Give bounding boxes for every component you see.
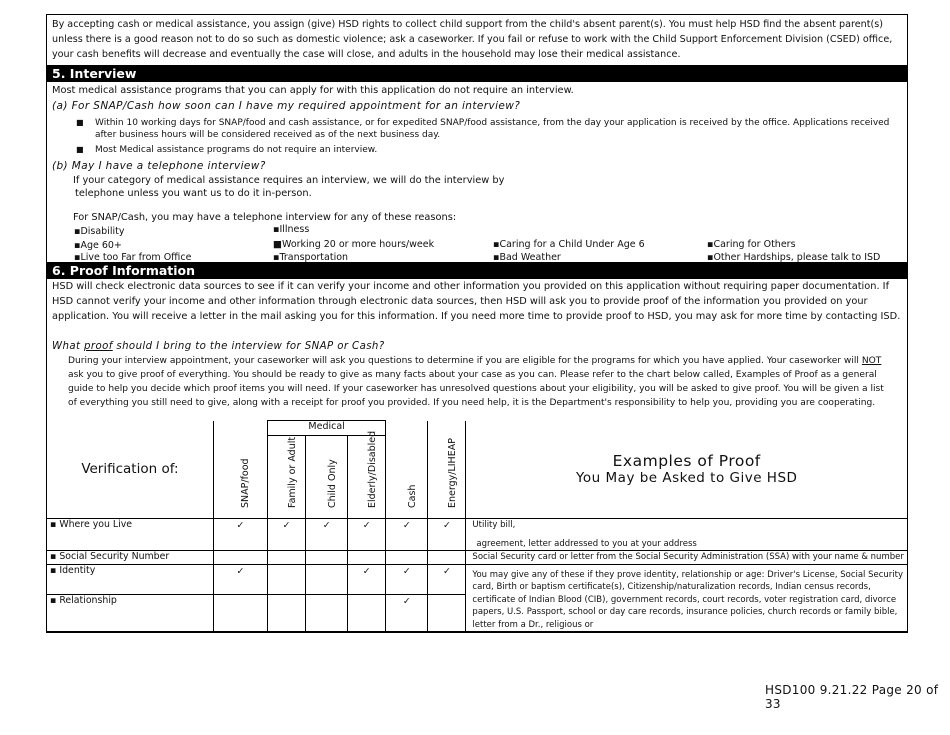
form-page-frame — [46, 14, 908, 633]
table-row — [47, 564, 907, 595]
child-support-notice: By accepting cash or medical assistance, you assign (give) HSD rights to collect child support from the child's absent parent(s). You must help HSD find the absent parent(s) unless there is a good reason not to do so such as domestic violence; ask a caseworker. If you fail or refuse to work with the Child Support Enforcement Division (CSED) office, your cash benefits will decrease and eventually the case will close, and adults in the household may lose their medical assistance. — [52, 19, 893, 60]
reason-weather: ▪ Bad Weather — [493, 252, 561, 263]
check-cell: ✓ — [428, 564, 466, 595]
examples-of-proof-table — [47, 420, 907, 632]
section-6-heading: 6. Proof Information — [47, 262, 907, 279]
telephone-text-1: If your category of medical assistance requires an interview, we will do the interview by — [73, 175, 505, 186]
medical-header: Medical — [268, 421, 386, 436]
examples-subtitle: You May be Asked to Give HSD — [575, 470, 798, 487]
check-cell — [268, 564, 306, 595]
example-text: Social Security card or letter from the Social Security Administration (SSA) with your name & number — [472, 552, 904, 562]
check-cell: ✓ — [428, 519, 466, 551]
check-cell: ✓ — [306, 519, 348, 551]
example-text: Utility bill, — [472, 520, 516, 530]
check-cell — [306, 595, 348, 632]
check-cell — [386, 551, 428, 565]
check-cell — [213, 551, 267, 565]
reason-child: ▪ Caring for a Child Under Age 6 — [493, 239, 645, 250]
col-header-cash: Cash — [386, 421, 428, 519]
check-cell: ✓ — [268, 519, 306, 551]
verification-label: ▪ Identity — [47, 564, 213, 595]
bullet-text: Most Medical assistance programs do not require an interview. — [95, 145, 378, 155]
reason-transport: ▪ Transportation — [273, 252, 349, 263]
list-item — [47, 144, 907, 156]
examples-header — [466, 421, 907, 519]
example-cell — [466, 551, 907, 565]
bullet-icon: ■ — [76, 145, 84, 154]
check-cell — [306, 564, 348, 595]
check-cell: ✓ — [348, 564, 386, 595]
reason-illness: ▪ Illness — [273, 224, 310, 235]
interview-question-a: (a) For SNAP/Cash how soon can I have my required appointment for an interview? — [52, 100, 521, 112]
check-cell — [348, 551, 386, 565]
reasons-list — [47, 224, 907, 262]
check-cell — [348, 595, 386, 632]
list-item — [47, 117, 907, 141]
reason-far: ▪ Live too Far from Office — [74, 252, 192, 263]
example-cell — [466, 564, 907, 632]
reason-working: ■ Working 20 or more hours/week — [273, 239, 435, 250]
reason-others: ▪ Caring for Others — [707, 239, 796, 250]
table-header-row — [47, 421, 907, 436]
check-cell: ✓ — [386, 519, 428, 551]
col-header-energy: Energy/LIHEAP — [428, 421, 466, 519]
reason-age: ▪ Age 60+ — [74, 240, 122, 251]
proof-body: HSD will check electronic data sources to see if it can verify your income and other information you provided on this application without requiring paper documentation. If HSD cannot verify your income and other information through electronic data sources, then HSD will ask you to provide proof of the information you provided on your application. You will receive a letter in the mail asking you for this information. If you need more time to provide proof to HSD, you may ask for more time by contacting ISD. — [52, 281, 901, 322]
check-cell: ✓ — [386, 595, 428, 632]
verification-label: ▪ Where you Live — [47, 519, 213, 551]
section-5-heading: 5. Interview — [47, 65, 907, 82]
interview-lead: Most medical assistance programs that you can apply for with this application do not require an interview. — [52, 85, 574, 96]
check-cell — [213, 595, 267, 632]
reason-hardships: ▪ Other Hardships, please talk to ISD — [707, 252, 881, 263]
example-text: You may give any of these if they prove identity, relationship or age: Driver's License, Social Security card, Birth or baptism certificate(s), Citizenship/naturalization records, Indian census records, certificate of Indian Blood (CIB), government records, court records, voter registration card, divorce papers, U.S. Passport, school or day care records, insurance policies, church records or family bible, letter from a Dr., religious or — [472, 569, 904, 630]
check-cell — [268, 595, 306, 632]
check-cell — [428, 551, 466, 565]
verification-label: ▪ Social Security Number — [47, 551, 213, 565]
interview-question-b: (b) May I have a telephone interview? — [52, 160, 266, 172]
reason-disability: ▪ Disability — [74, 226, 125, 237]
col-header-snap: SNAP/food — [213, 421, 267, 519]
check-cell: ✓ — [213, 519, 267, 551]
check-cell: ✓ — [348, 519, 386, 551]
example-cell — [466, 519, 907, 551]
proof-question: What proof should I bring to the interview for SNAP or Cash? — [52, 341, 385, 352]
col-header-elderly: Elderly/Disabled — [348, 436, 386, 519]
telephone-text-2: telephone unless you want us to do it in-person. — [75, 188, 312, 199]
page-footer: HSD100 9.21.22 Page 20 of 33 — [765, 683, 939, 711]
check-cell — [428, 595, 466, 632]
col-header-family: Family or Adult — [268, 436, 306, 519]
table-row — [47, 519, 907, 551]
check-cell: ✓ — [213, 564, 267, 595]
verification-header: Verification of: — [47, 421, 213, 519]
col-header-child: Child Only — [306, 436, 348, 519]
proof-paragraph: During your interview appointment, your caseworker will ask you questions to determine if you are eligible for the programs for which you have applied. Your caseworker will NOT ask you to give proof of everything. You should be ready to give as many facts about your case as you can. Please refer to the chart below called, Examples of Proof as a general guide to help you decide which proof items you will need. If your caseworker has unresolved questions about your eligibility, you will be asked to give proof. You will be given a list of everything you still need to give, along with a receipt for proof you provided. If you need help, it is the Department's responsibility to help you, providing you are cooperating. — [68, 356, 884, 408]
table-row — [47, 551, 907, 565]
verification-label: ▪ Relationship — [47, 595, 213, 632]
reasons-lead: For SNAP/Cash, you may have a telephone interview for any of these reasons: — [73, 212, 457, 223]
check-cell: ✓ — [386, 564, 428, 595]
bullet-text: Within 10 working days for SNAP/food and cash assistance, or for expedited SNAP/food assistance, from the day your application is received by the office. Applications received after business hours will be considered received as of the next business day. — [95, 118, 890, 140]
check-cell — [306, 551, 348, 565]
example-text: agreement, letter addressed to you at your address — [476, 538, 697, 549]
examples-title: Examples of Proof — [612, 452, 761, 471]
check-cell — [268, 551, 306, 565]
bullet-icon: ■ — [76, 118, 84, 127]
